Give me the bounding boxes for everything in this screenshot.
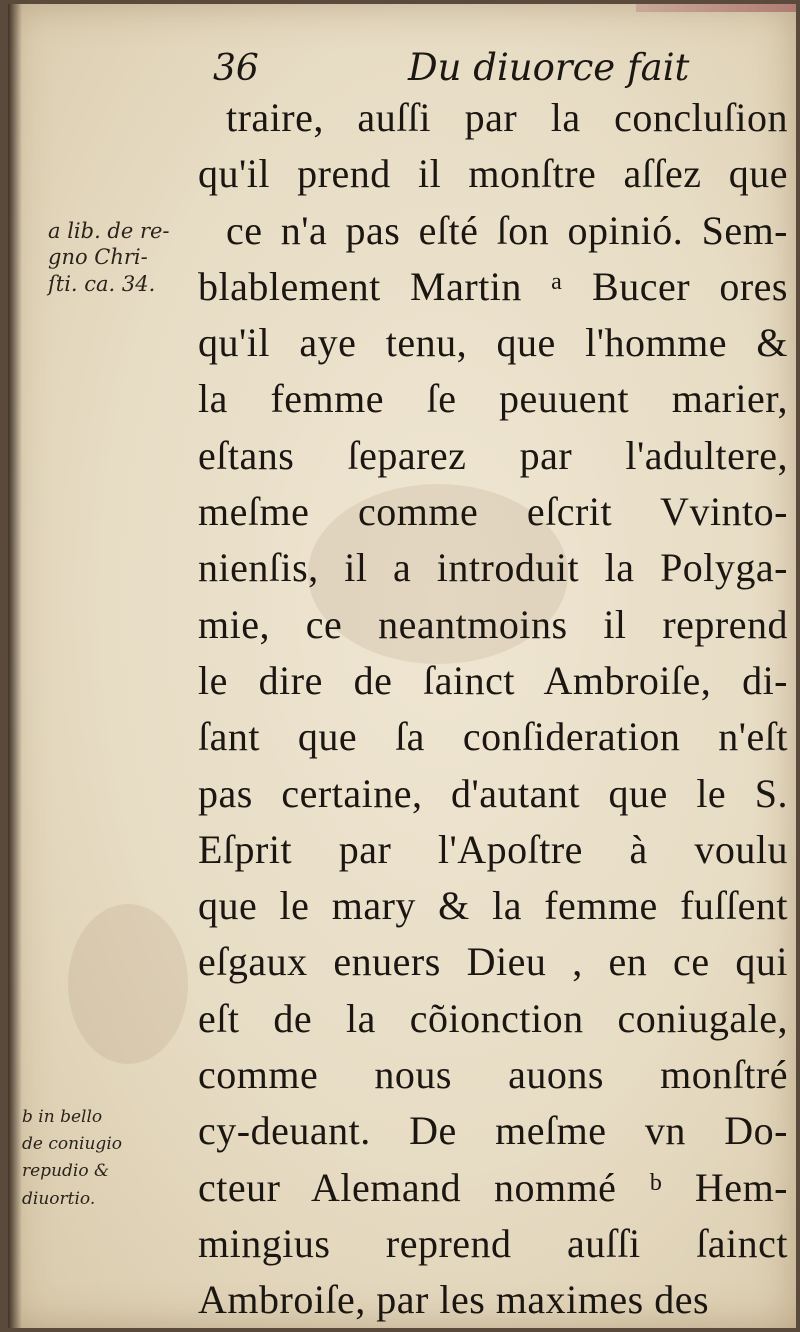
text-line: mie, ce neantmoins il reprend <box>198 601 788 647</box>
paper-stain <box>68 904 188 1064</box>
text-line: Ambroiſe, par les maximes des <box>198 1277 710 1323</box>
page-top-edge <box>636 4 796 12</box>
marginal-note-line: ſti. ca. 34. <box>48 271 156 296</box>
text-line: que le mary & la femme fuſſent <box>198 883 788 929</box>
text-line: qu'il prend il monſtre aſſez que <box>198 151 788 197</box>
text-line: qu'il aye tenu, que l'homme & <box>198 320 788 366</box>
marginal-note-line: diuortio. <box>22 1188 96 1209</box>
text-line: eſtans ſeparez par l'adultere, <box>198 432 788 478</box>
text-line: eſgaux enuers Dieu , en ce qui <box>198 939 788 985</box>
marginal-note-line: a lib. de re- <box>48 219 170 243</box>
text-line: ſant que ſa conſideration n'eſt <box>198 714 788 760</box>
text-line: comme nous auons monſtré <box>198 1052 788 1098</box>
body-text <box>198 90 788 1328</box>
text-line: Eſprit par l'Apoſtre à voulu <box>198 826 788 872</box>
marginal-note-line: de coniugio <box>22 1134 122 1155</box>
running-title: Du diuorce fait <box>408 46 690 89</box>
marginal-note-line: repudio & <box>22 1161 110 1182</box>
text-line: blablement Martin ᵃ Bucer ores <box>198 263 788 309</box>
text-line: nienſis, il a introduit la Polyga- <box>198 545 788 591</box>
marginal-note-b <box>22 1104 122 1213</box>
text-line: traire, auſſi par la concluſion <box>226 95 788 140</box>
text-line: cy-deuant. De meſme vn Do- <box>198 1108 788 1154</box>
text-line: cteur Alemand nommé ᵇ Hem- <box>198 1164 788 1210</box>
marginal-note-a <box>48 218 170 297</box>
text-line: le dire de ſainct Ambroiſe, di- <box>198 657 788 703</box>
book-page <box>8 4 796 1328</box>
text-line: ce n'a pas eſté ſon opinió. Sem- <box>226 207 788 253</box>
marginal-note-line: b in bello <box>22 1107 103 1127</box>
page-gutter-shadow <box>8 4 22 1328</box>
text-line: la femme ſe peuuent marier, <box>198 376 788 422</box>
marginal-note-line: gno Chri- <box>48 245 148 270</box>
text-line: meſme comme eſcrit Vvinto- <box>198 489 788 535</box>
text-line: mingius reprend auſſi ſainct <box>198 1220 788 1266</box>
text-line: pas certaine, d'autant que le S. <box>198 770 788 816</box>
text-line: eſt de la cõionction coniugale, <box>198 995 788 1041</box>
page-number: 36 <box>213 48 259 89</box>
